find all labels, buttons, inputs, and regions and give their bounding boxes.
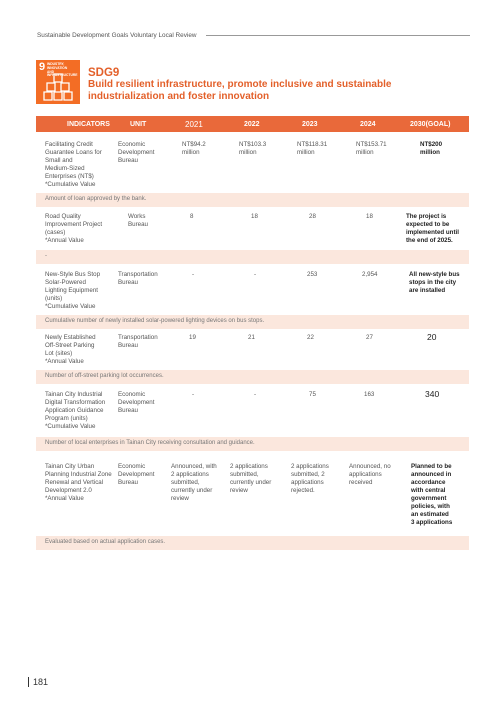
sdg-code: SDG9: [88, 67, 120, 79]
row1-2021: [182, 141, 206, 157]
text-line: submitted,: [171, 479, 200, 486]
sdg-title: Build resilient infrastructure, promote inclusive and sustainable industrialization and foster innovation: [88, 79, 392, 102]
column-header-unit: UNIT: [130, 121, 147, 128]
row1-2024: [356, 141, 387, 157]
row2-goal: [406, 213, 459, 245]
note-text: Number of local enterprises in Tainan City receiving consultation and guidance.: [45, 440, 255, 446]
text-line: submitted,: [230, 471, 259, 478]
text-line: Transportation: [118, 271, 158, 278]
text-line: Solar-Powered: [45, 279, 86, 286]
row6-unit: [118, 463, 154, 487]
text-line: Application Guidance: [45, 407, 104, 414]
text-line: government: [411, 495, 447, 502]
text-line: currently under: [171, 487, 213, 494]
row2-indicator: [45, 213, 102, 245]
note-text: Amount of loan approved by the bank.: [45, 196, 147, 202]
sdg-icon-text-line: AND INFRASTRUCTURE: [47, 69, 78, 78]
row4-2023: 22: [307, 334, 314, 341]
text-line: 2 applications: [291, 463, 329, 470]
text-line: Road Quality: [45, 213, 81, 220]
row1-note: [36, 193, 469, 207]
running-header: Sustainable Development Goals Voluntary Local Review: [37, 32, 197, 39]
text-line: Development 2.0: [45, 487, 92, 494]
text-line: received: [349, 479, 373, 486]
text-line: applications: [291, 479, 324, 486]
text-line: applications: [349, 471, 382, 478]
text-line: Announced, with: [171, 463, 217, 470]
note-text: Cumulative number of newly installed solar-powered lighting devices on bus stops.: [45, 318, 265, 324]
text-line: Small and: [45, 157, 73, 164]
row6-goal: [411, 463, 452, 527]
row3-2022: -: [254, 271, 257, 278]
text-line: implemented until: [406, 229, 459, 236]
text-line: *Cumulative Value: [45, 303, 96, 310]
text-line: Medium-Sized: [45, 165, 85, 172]
row4-goal: 20: [427, 332, 437, 342]
text-line: Facilitating Credit: [45, 141, 93, 148]
row2-note: [36, 250, 469, 264]
text-line: announced in: [411, 471, 452, 478]
sdg-icon-text-line: INDUSTRY, INNOVATION: [47, 62, 68, 70]
row6-2022: [230, 463, 271, 495]
text-line: Bureau: [128, 221, 148, 228]
text-line: million: [239, 149, 257, 156]
text-line: Lighting Equipment: [45, 287, 98, 294]
text-line: Lot (sites): [45, 350, 73, 357]
text-line: (cases): [45, 229, 66, 236]
text-line: Bureau: [118, 157, 138, 164]
page-number: 181: [28, 677, 48, 687]
text-line: Planned to be: [411, 463, 452, 470]
row5-indicator: [45, 391, 105, 431]
row6-indicator: [45, 463, 112, 503]
text-line: All new-style bus: [409, 271, 460, 278]
text-line: Enterprises (NT$): [45, 173, 94, 180]
row1-unit: [118, 141, 154, 165]
text-line: Announced, no: [349, 463, 391, 470]
row2-2022: 18: [251, 213, 258, 220]
column-header-2021: 2021: [185, 120, 203, 129]
column-header-2023: 2023: [302, 121, 318, 128]
text-line: submitted, 2: [291, 471, 325, 478]
row3-note: [36, 315, 469, 329]
text-line: Guarantee Loans for: [45, 149, 102, 156]
row6-2023: [291, 463, 329, 495]
text-line: (units): [45, 295, 63, 302]
text-line: 2 applications: [230, 463, 268, 470]
row6-note: [36, 536, 469, 550]
text-line: policies, with: [411, 503, 450, 510]
cubes-icon: [43, 73, 73, 102]
row2-unit: [128, 213, 148, 229]
text-line: rejected.: [291, 487, 315, 494]
row5-unit: [118, 391, 154, 415]
row3-indicator: [45, 271, 100, 311]
row6-2021: [171, 463, 217, 503]
row6-2024: [349, 463, 391, 487]
text-line: Renewal and Vertical: [45, 479, 104, 486]
text-line: NT$103.3: [239, 141, 267, 148]
text-line: Economic: [118, 141, 146, 148]
row3-2024: 2,954: [362, 271, 378, 278]
row3-unit: [118, 271, 158, 287]
row1-2022: [239, 141, 266, 157]
text-line: 3 applications: [411, 519, 453, 526]
text-line: NT$118.31: [297, 141, 328, 148]
row4-2021: 19: [189, 334, 196, 341]
text-line: Improvement Project: [45, 221, 103, 228]
row2-2021: 8: [190, 213, 194, 220]
text-line: *Cumulative Value: [45, 181, 96, 188]
text-line: Development: [118, 149, 155, 156]
text-line: 2 applications: [171, 471, 209, 478]
text-line: million: [182, 149, 200, 156]
text-line: New-Style Bus Stop: [45, 271, 101, 278]
text-line: review: [230, 487, 248, 494]
text-line: Development: [118, 471, 155, 478]
text-line: Bureau: [118, 407, 138, 414]
note-text: -: [45, 253, 47, 259]
text-line: *Annual Value: [45, 237, 84, 244]
row2-2024: 18: [366, 213, 373, 220]
text-line: Bureau: [118, 279, 138, 286]
text-line: currently under: [230, 479, 272, 486]
row5-note: [36, 437, 469, 451]
text-line: Planning Industrial Zone: [45, 471, 112, 478]
text-line: million: [297, 149, 315, 156]
row5-2024: 163: [364, 391, 375, 398]
text-line: the end of 2025.: [406, 237, 453, 244]
text-line: stops in the city: [409, 279, 457, 286]
text-line: Tainan City Industrial: [45, 391, 103, 398]
text-line: are installed: [409, 287, 446, 294]
sdg-icon-number: 9: [39, 61, 46, 73]
row1-indicator: [45, 141, 102, 189]
row2-2023: 28: [309, 213, 316, 220]
text-line: million: [420, 149, 440, 156]
text-line: review: [171, 495, 189, 502]
text-line: Program (units): [45, 415, 88, 422]
text-line: *Annual Value: [45, 358, 84, 365]
text-line: accordance: [411, 479, 446, 486]
row1-2023: [297, 141, 327, 157]
text-line: The project is: [406, 213, 447, 220]
row5-2022: -: [254, 391, 257, 398]
row5-goal: 340: [425, 389, 440, 399]
row3-goal: [409, 271, 460, 295]
column-header-goal: 2030(GOAL): [410, 121, 451, 128]
row4-2024: 27: [366, 334, 373, 341]
row4-indicator: [45, 334, 96, 366]
text-line: Digital Transformation: [45, 399, 106, 406]
text-line: Development: [118, 399, 155, 406]
note-text: Number of off-street parking lot occurrences.: [45, 373, 164, 379]
text-line: *Cumulative Value: [45, 423, 96, 430]
text-line: NT$153.71: [356, 141, 387, 148]
row5-2021: -: [192, 391, 195, 398]
row1-goal: [420, 141, 442, 157]
column-header-2022: 2022: [244, 121, 260, 128]
header-rule: [206, 35, 470, 36]
row5-2023: 75: [309, 391, 316, 398]
text-line: Economic: [118, 391, 146, 398]
column-header-indicators: INDICATORS: [67, 121, 110, 128]
text-line: Newly Established: [45, 334, 96, 341]
text-line: NT$94.2: [182, 141, 206, 148]
text-line: Bureau: [118, 479, 138, 486]
row3-2021: -: [192, 271, 195, 278]
text-line: NT$200: [420, 141, 443, 148]
text-line: Bureau: [118, 342, 138, 349]
text-line: Off-Street Parking: [45, 342, 95, 349]
text-line: expected to be: [406, 221, 450, 228]
text-line: Economic: [118, 463, 146, 470]
sdg9-logo: [36, 60, 80, 104]
text-line: with central: [411, 487, 446, 494]
note-text: Evaluated based on actual application cases.: [45, 539, 166, 545]
row3-2023: 253: [307, 271, 318, 278]
row4-2022: 21: [248, 334, 255, 341]
text-line: an estimated: [411, 511, 449, 518]
text-line: Works: [128, 213, 146, 220]
text-line: million: [356, 149, 374, 156]
text-line: Tainan City Urban: [45, 463, 95, 470]
text-line: Transportation: [118, 334, 158, 341]
row4-unit: [118, 334, 158, 350]
text-line: *Annual Value: [45, 495, 84, 502]
row4-note: [36, 370, 469, 384]
column-header-2024: 2024: [360, 121, 376, 128]
